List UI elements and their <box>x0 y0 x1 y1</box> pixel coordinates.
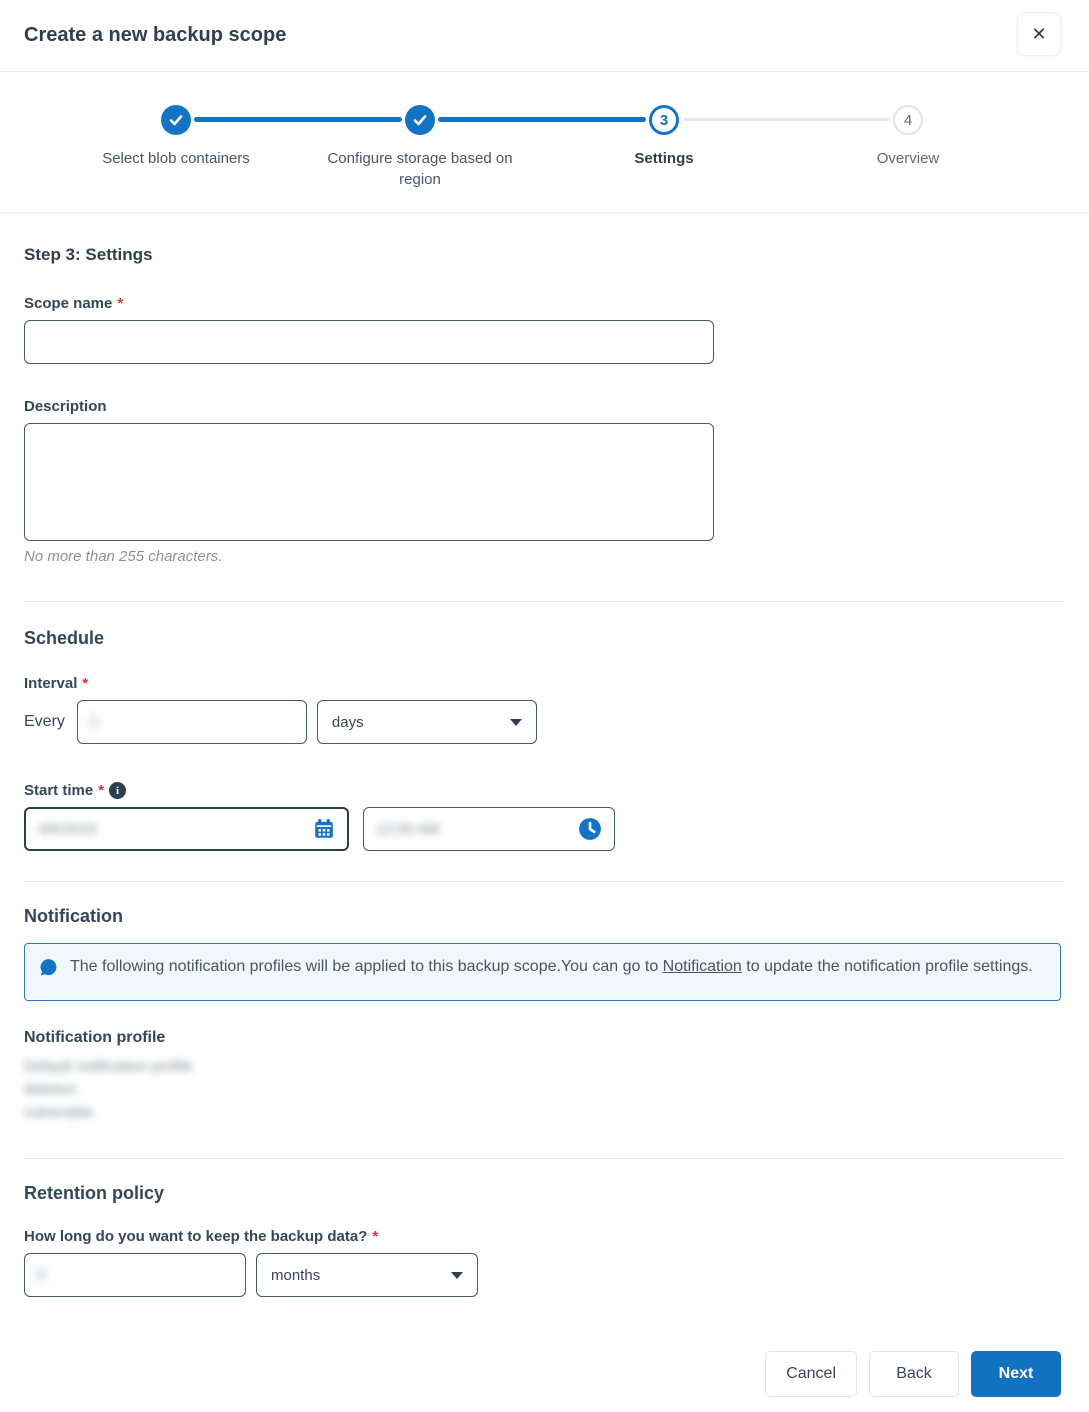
check-icon <box>412 112 428 128</box>
wizard-stepper <box>0 72 1089 213</box>
step-completed-circle <box>161 105 191 135</box>
step-current-circle <box>649 105 679 135</box>
cancel-button[interactable]: Cancel <box>765 1351 857 1397</box>
stepper-step-select-blob-containers[interactable] <box>54 105 298 190</box>
dialog-footer <box>0 1351 1089 1397</box>
interval-unit-select[interactable] <box>317 700 537 744</box>
redacted-retention-value: 6 <box>37 1266 46 1284</box>
required-asterisk: * <box>117 295 124 312</box>
retention-unit-value: months <box>271 1266 321 1284</box>
clock-icon[interactable] <box>578 817 602 841</box>
step-label: Configure storage based on region <box>327 150 513 188</box>
required-asterisk: * <box>372 1228 379 1245</box>
retention-question-label: How long do you want to keep the backup data? * <box>24 1228 379 1245</box>
required-asterisk: * <box>98 782 105 799</box>
step-upcoming-circle <box>893 105 923 135</box>
redacted-start-date: 4/6/2023 <box>38 820 97 838</box>
step-label: Settings <box>634 150 694 167</box>
check-icon <box>168 112 184 128</box>
redacted-start-time: 12:00 AM <box>376 820 440 838</box>
step-completed-circle <box>405 105 435 135</box>
step-heading: Step 3: Settings <box>24 245 153 264</box>
start-time-input[interactable] <box>363 807 615 851</box>
description-textarea[interactable] <box>24 423 714 541</box>
dialog-title: Create a new backup scope <box>24 24 287 46</box>
stepper-step-configure-storage[interactable] <box>298 105 542 190</box>
redacted-profile-item: vulnerable <box>24 1104 94 1121</box>
notification-info-banner <box>24 943 1061 1001</box>
description-label: Description <box>24 398 107 415</box>
info-icon[interactable]: i <box>109 782 126 799</box>
interval-every-label: Every <box>24 713 65 730</box>
notification-profile-label: Notification profile <box>24 1029 166 1046</box>
required-asterisk: * <box>82 675 89 692</box>
close-button[interactable] <box>1017 12 1061 56</box>
redacted-profile-item: Default notification profile <box>24 1058 193 1075</box>
notification-link[interactable]: Notification <box>662 958 742 975</box>
divider <box>24 1158 1065 1159</box>
chevron-down-icon <box>510 719 522 726</box>
start-date-input[interactable] <box>24 807 349 851</box>
chevron-down-icon <box>451 1272 463 1279</box>
stepper-step-overview[interactable] <box>786 105 1030 190</box>
step-number: 3 <box>659 111 669 129</box>
retention-heading: Retention policy <box>24 1183 165 1203</box>
redacted-profile-item: deletion <box>24 1081 77 1098</box>
banner-text: The following notification profiles will be applied to this backup scope.You can go to Notification to update the notification profile settings. <box>70 958 1033 975</box>
interval-label: Interval * <box>24 675 89 692</box>
retention-value-input[interactable] <box>24 1253 246 1297</box>
stepper-step-settings[interactable] <box>542 105 786 190</box>
close-icon: ✕ <box>1031 23 1047 44</box>
back-button[interactable]: Back <box>869 1351 959 1397</box>
divider <box>24 881 1065 882</box>
notification-profile-list <box>24 1055 1065 1124</box>
comment-bubble-icon <box>39 958 58 985</box>
schedule-heading: Schedule <box>24 628 105 648</box>
step-label: Overview <box>876 150 940 167</box>
calendar-icon[interactable] <box>313 818 335 840</box>
notification-heading: Notification <box>24 906 123 926</box>
scope-name-input[interactable] <box>24 320 714 364</box>
description-helper-text: No more than 255 characters. <box>24 548 223 565</box>
divider <box>24 601 1065 602</box>
step-number: 4 <box>903 111 913 129</box>
next-button[interactable]: Next <box>971 1351 1061 1397</box>
dialog-header <box>0 0 1089 72</box>
retention-unit-select[interactable] <box>256 1253 478 1297</box>
redacted-interval-value: 5 <box>89 713 99 731</box>
interval-value-input[interactable] <box>77 700 307 744</box>
start-time-label: Start time * i <box>24 782 1065 799</box>
scope-name-label: Scope name * <box>24 295 124 312</box>
interval-unit-value: days <box>331 713 364 731</box>
step-label: Select blob containers <box>102 150 250 167</box>
